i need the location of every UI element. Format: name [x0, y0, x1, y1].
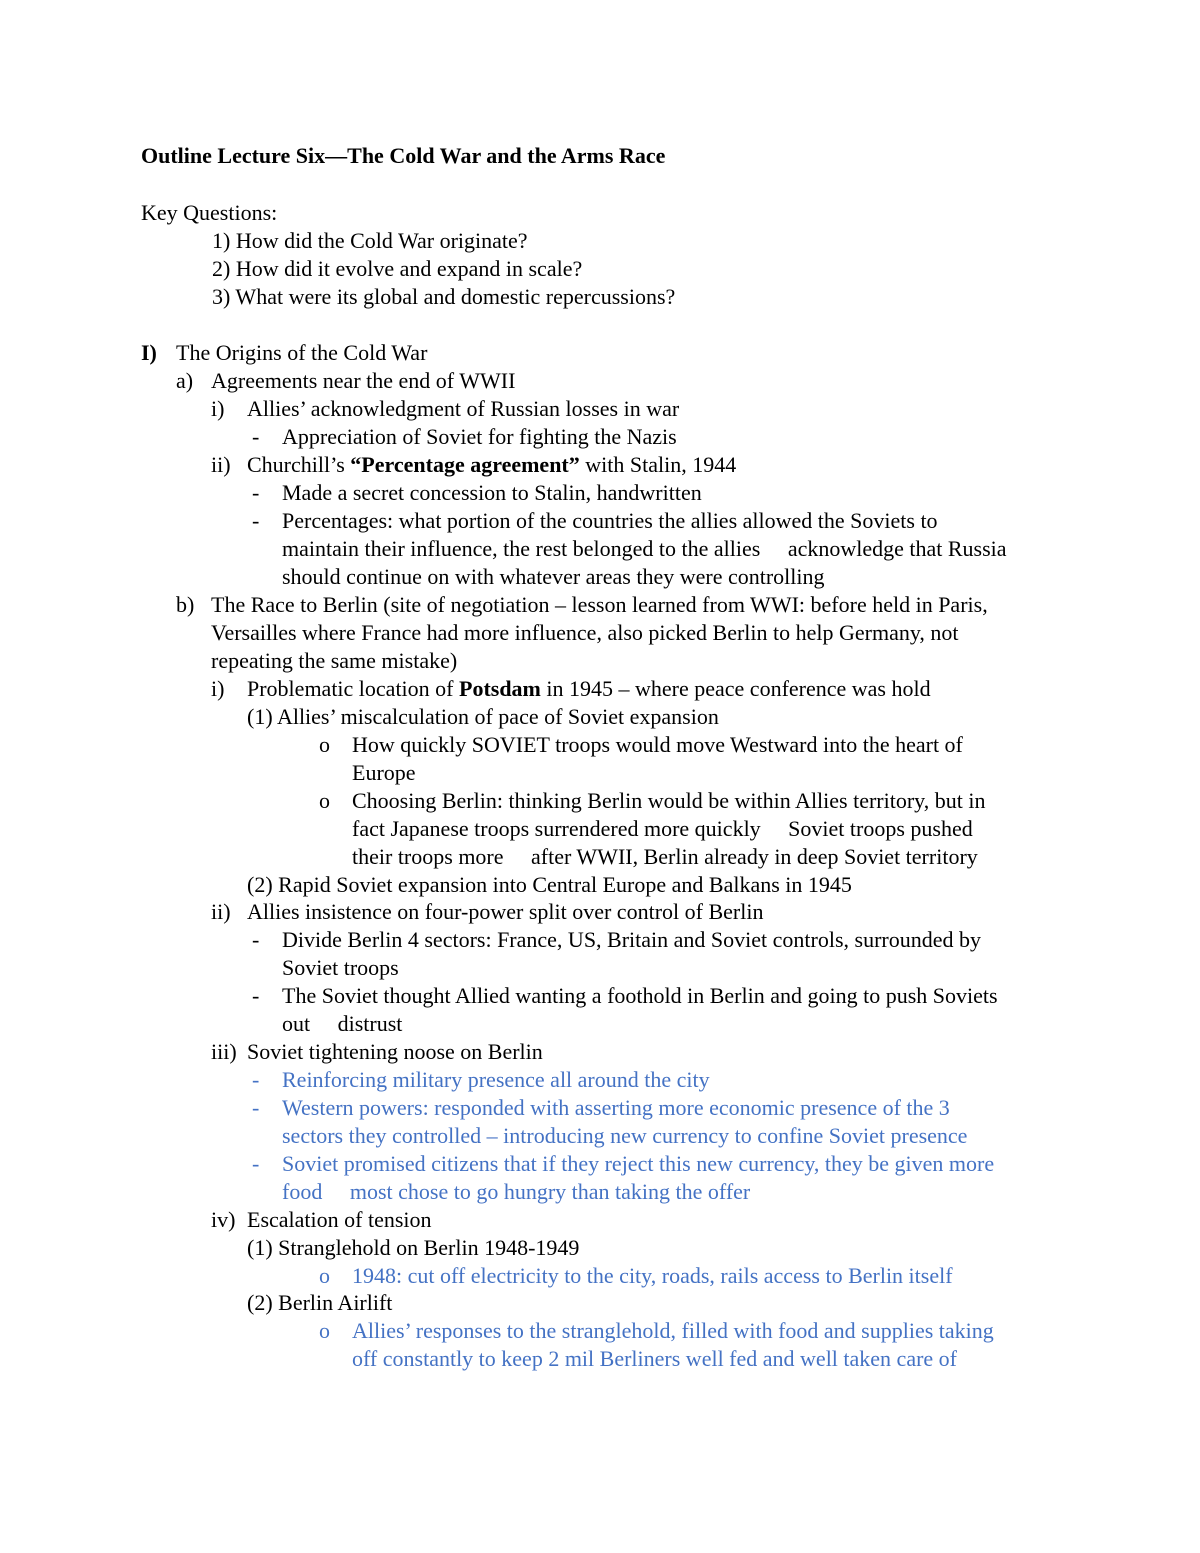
document-title: Outline Lecture Six—The Cold War and the Arms Race: [141, 143, 666, 168]
bullet-dash: -: [252, 424, 260, 449]
item-text: The Race to Berlin (site of negotiation – lesson learned from WWI: before held in Paris,: [211, 592, 988, 617]
bullet-dash: -: [252, 983, 260, 1008]
bullet-text: Allies’ responses to the stranglehold, filled with food and supplies taking: [352, 1318, 994, 1343]
section-heading: The Origins of the Cold War: [176, 340, 428, 365]
bullet-text: food most chose to go hungry than taking the offer: [282, 1179, 751, 1204]
bullet-text: Choosing Berlin: thinking Berlin would be within Allies territory, but in: [352, 788, 986, 813]
section-marker: I): [141, 340, 157, 365]
bullet-dash: -: [252, 1095, 260, 1120]
subitem-marker: iii): [211, 1039, 237, 1064]
bullet-text: Western powers: responded with asserting more economic presence of the 3: [282, 1095, 950, 1120]
key-questions-heading: Key Questions:: [141, 200, 278, 225]
item-text: Agreements near the end of WWII: [211, 368, 516, 393]
subitem-marker: ii): [211, 452, 231, 477]
bullet-text: fact Japanese troops surrendered more quickly Soviet troops pushed: [352, 816, 973, 841]
bullet-text: off constantly to keep 2 mil Berliners well fed and well taken care of: [352, 1346, 957, 1371]
bullet-text: out distrust: [282, 1011, 403, 1036]
bullet-text: Made a secret concession to Stalin, handwritten: [282, 480, 702, 505]
bullet-text: maintain their influence, the rest belonged to the allies acknowledge that Russia: [282, 536, 1007, 561]
subitem-text: Escalation of tension: [247, 1207, 432, 1232]
item-text: repeating the same mistake): [211, 648, 458, 673]
bullet-text: Divide Berlin 4 sectors: France, US, Britain and Soviet controls, surrounded by: [282, 927, 981, 952]
bullet-dash: -: [252, 1151, 260, 1176]
key-question-1: 1) How did the Cold War originate?: [212, 228, 528, 253]
bullet-text: should continue on with whatever areas they were controlling: [282, 564, 825, 589]
subitem-text: Allies’ acknowledgment of Russian losses in war: [247, 396, 680, 421]
bullet-text: sectors they controlled – introducing new currency to confine Soviet presence: [282, 1123, 968, 1148]
bullet-text: Soviet promised citizens that if they reject this new currency, they be given more: [282, 1151, 995, 1176]
subitem-text: Problematic location of Potsdam in 1945 – where peace conference was hold: [247, 676, 931, 701]
numbered-item: (1) Allies’ miscalculation of pace of Soviet expansion: [247, 704, 719, 729]
item-marker: a): [176, 368, 194, 393]
subitem-marker: ii): [211, 899, 231, 924]
bullet-text: Soviet troops: [282, 955, 399, 980]
bullet-text: 1948: cut off electricity to the city, roads, rails access to Berlin itself: [352, 1263, 953, 1288]
numbered-item: (2) Rapid Soviet expansion into Central Europe and Balkans in 1945: [247, 872, 852, 897]
bullet-circle: o: [319, 788, 330, 813]
bullet-dash: -: [252, 480, 260, 505]
item-text: Versailles where France had more influence, also picked Berlin to help Germany, not: [211, 620, 959, 645]
bullet-dash: -: [252, 927, 260, 952]
bullet-text: Appreciation of Soviet for fighting the Nazis: [282, 424, 677, 449]
subitem-text: Churchill’s “Percentage agreement” with Stalin, 1944: [247, 452, 737, 477]
subitem-text: Allies insistence on four-power split over control of Berlin: [247, 899, 764, 924]
bullet-text: The Soviet thought Allied wanting a foothold in Berlin and going to push Soviets: [282, 983, 998, 1008]
bullet-text: How quickly SOVIET troops would move Westward into the heart of: [352, 732, 963, 757]
bullet-dash: -: [252, 508, 260, 533]
subitem-marker: iv): [211, 1207, 236, 1232]
numbered-item: (1) Stranglehold on Berlin 1948-1949: [247, 1235, 580, 1260]
bullet-text: their troops more after WWII, Berlin already in deep Soviet territory: [352, 844, 978, 869]
key-question-2: 2) How did it evolve and expand in scale?: [212, 256, 583, 281]
bullet-circle: o: [319, 1263, 330, 1288]
numbered-item: (2) Berlin Airlift: [247, 1290, 393, 1315]
bullet-circle: o: [319, 1318, 330, 1343]
bullet-circle: o: [319, 732, 330, 757]
bullet-dash: -: [252, 1067, 260, 1092]
subitem-text: Soviet tightening noose on Berlin: [247, 1039, 543, 1064]
bullet-text: Reinforcing military presence all around the city: [282, 1067, 710, 1092]
bullet-text: Europe: [352, 760, 416, 785]
key-question-3: 3) What were its global and domestic repercussions?: [212, 284, 676, 309]
item-marker: b): [176, 592, 195, 617]
subitem-marker: i): [211, 396, 225, 421]
bullet-text: Percentages: what portion of the countries the allies allowed the Soviets to: [282, 508, 938, 533]
subitem-marker: i): [211, 676, 225, 701]
